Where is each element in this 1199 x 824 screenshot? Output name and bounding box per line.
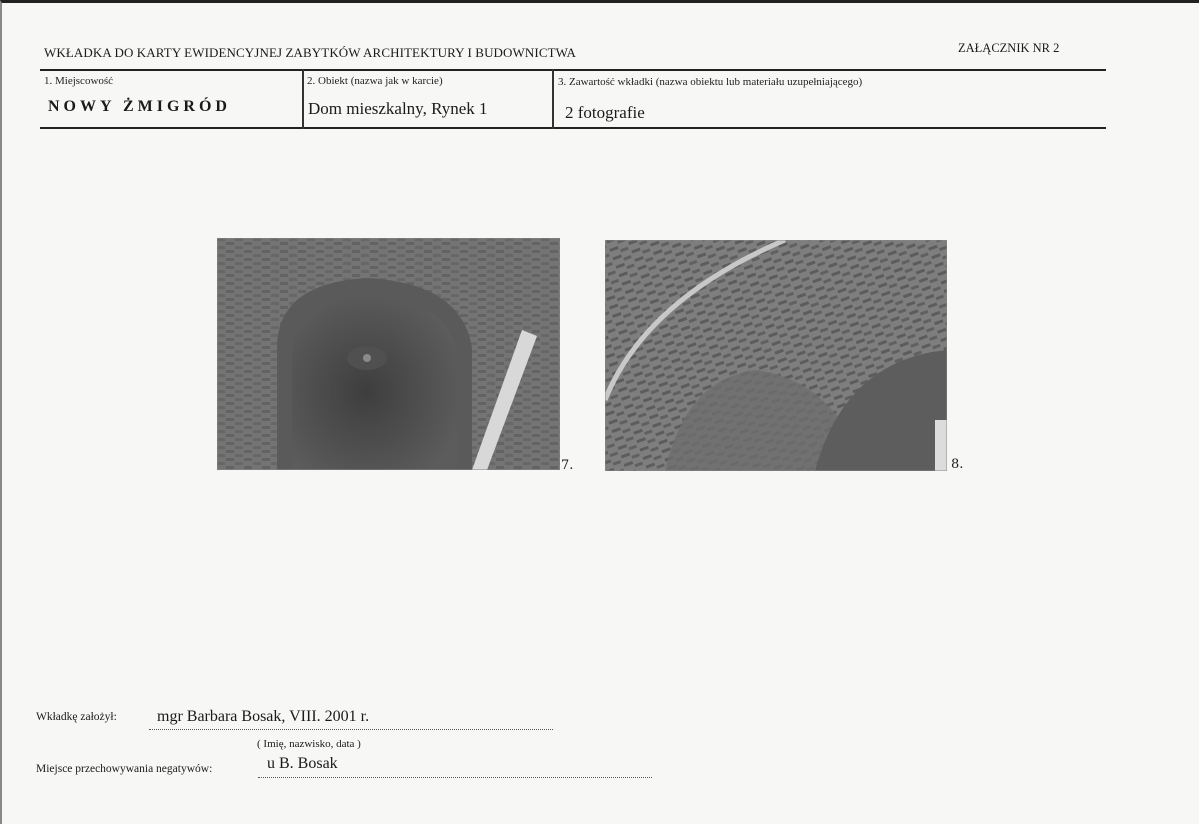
created-by-label: Wkładkę założył:: [36, 711, 117, 723]
negatives-storage-dotted-line: [258, 777, 652, 778]
negatives-storage-label: Miejsce przechowywania negatywów:: [36, 763, 213, 775]
photo-number-8: 8.: [951, 457, 964, 472]
locality-value: NOWY ŻMIGRÓD: [48, 98, 231, 115]
photo-number-7: 7.: [561, 458, 574, 473]
created-by-caption: ( Imię, nazwisko, data ): [257, 738, 361, 750]
annex-label: ZAŁĄCZNIK NR 2: [958, 41, 1060, 55]
table-bottom-rule: [40, 127, 1106, 129]
column-divider-1: [302, 69, 304, 129]
content-label: 3. Zawartość wkładki (nazwa obiektu lub materiału uzupełniającego): [558, 76, 863, 88]
negatives-storage-value: u B. Bosak: [267, 755, 338, 772]
created-by-dotted-line: [149, 729, 553, 730]
created-by-value: mgr Barbara Bosak, VIII. 2001 r.: [157, 708, 370, 725]
form-title: WKŁADKA DO KARTY EWIDENCYJNEJ ZABYTKÓW ARCHITEKTURY I BUDOWNICTWA: [44, 45, 577, 60]
locality-label: 1. Miejscowość: [44, 75, 114, 87]
content-value: 2 fotografie: [565, 103, 645, 122]
photo-brick-vault: [605, 240, 947, 471]
table-top-rule: [40, 69, 1106, 71]
column-divider-2: [552, 69, 554, 129]
photo-cellar-passage: [217, 238, 560, 470]
object-label: 2. Obiekt (nazwa jak w karcie): [307, 75, 443, 87]
object-value: Dom mieszkalny, Rynek 1: [308, 99, 488, 118]
